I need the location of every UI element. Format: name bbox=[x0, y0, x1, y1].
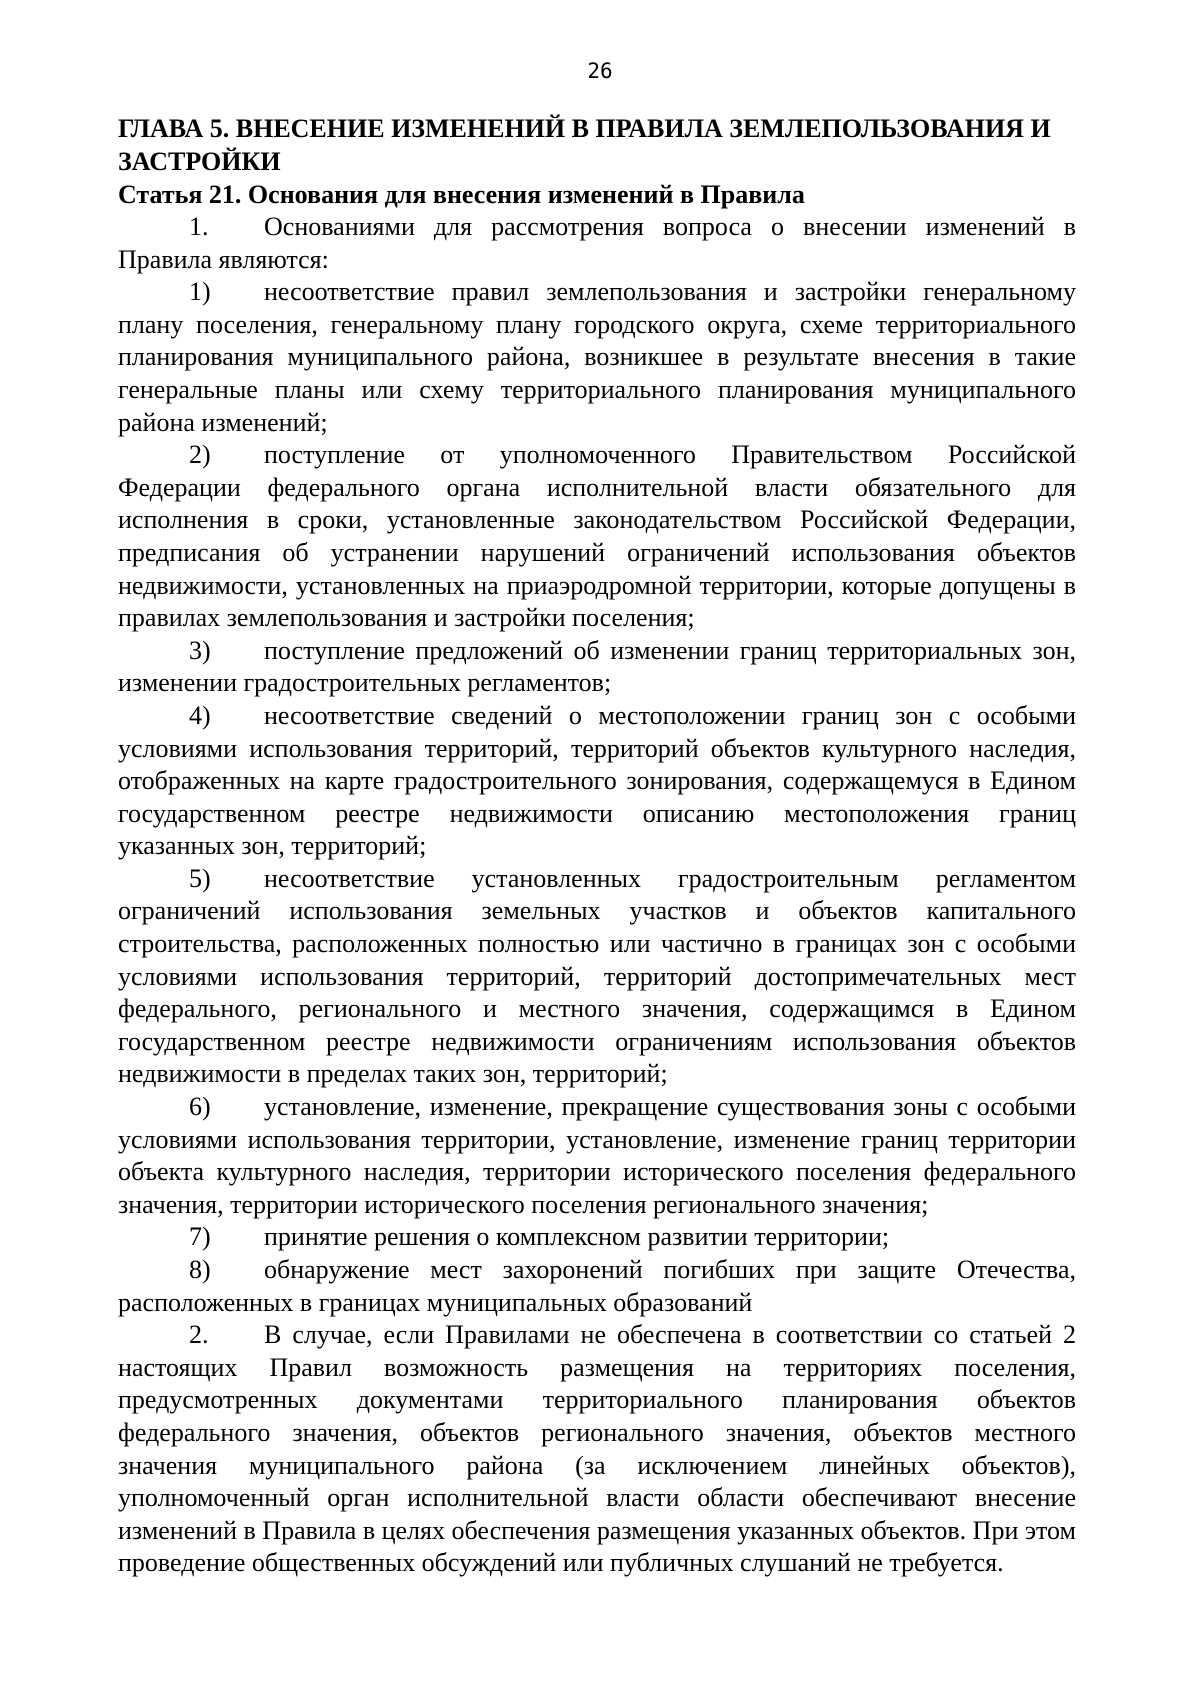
list-item-number: 8) bbox=[189, 1255, 211, 1284]
paragraph-number: 1. bbox=[189, 212, 209, 241]
list-item-number: 4) bbox=[189, 700, 211, 730]
document-body bbox=[118, 112, 1076, 1580]
list-item-3 bbox=[118, 635, 1076, 700]
article-title: Статья 21. Основания для внесения изменений в Правила bbox=[118, 180, 805, 209]
paragraph-number: 2. bbox=[189, 1320, 209, 1350]
paragraph-2 bbox=[118, 1319, 1076, 1580]
list-item-text: несоответствие сведений о местоположении границ зон с особыми условиями использования территорий, территорий объектов культурного наследия, отображенных на карте градостроительного зонирования, содержащемуся в Едином государственном реестре недвижимости описанию местоположения границ указанных зон, территорий; bbox=[118, 700, 1076, 861]
list-item-number: 1) bbox=[189, 277, 211, 307]
paragraph-text: Основаниями для рассмотрения вопроса о внесении изменений в Правила являются: bbox=[118, 212, 1076, 274]
list-item-1 bbox=[118, 276, 1076, 439]
list-item-text: поступление от уполномоченного Правительством Российской Федерации федерального органа исполнительной власти обязательного для исполнения в сроки, установленные законодательством Российской Федерации, предписания об устранении нарушений ограничений использования объектов недвижимости, установленных на приаэродромной территории, которые допущены в правилах землепользования и застройки поселения; bbox=[118, 440, 1076, 633]
list-item-2 bbox=[118, 439, 1076, 635]
chapter-title: ГЛАВА 5. ВНЕСЕНИЕ ИЗМЕНЕНИЙ В ПРАВИЛА ЗЕМЛЕПОЛЬЗОВАНИЯ И ЗАСТРОЙКИ bbox=[118, 114, 1051, 176]
list-item-text: обнаружение мест захоронений погибших при защите Отечества, расположенных в границах муниципальных образований bbox=[118, 1255, 1076, 1317]
list-item-text: поступление предложений об изменении границ территориальных зон, изменении градостроительных регламентов; bbox=[118, 635, 1076, 698]
paragraph-text: В случае, если Правилами не обеспечена в соответствии со статьей 2 настоящих Правил возможность размещения на территориях поселения, предусмотренных документами территориального планирования объектов федерального значения, объектов регионального значения, объектов местного значения муниципального района (за исключением линейных объектов), уполномоченный орган исполнительной власти области обеспечивают внесение изменений в Правила в целях обеспечения размещения указанных объектов. При этом проведение общественных обсуждений или публичных слушаний не требуется. bbox=[118, 1320, 1076, 1578]
list-item-number: 3) bbox=[189, 635, 211, 665]
list-item-6 bbox=[118, 1091, 1076, 1221]
list-item-text: установление, изменение, прекращение существования зоны с особыми условиями использования территории, установление, изменение границ территории объекта культурного наследия, территории исторического поселения федерального значения, территории исторического поселения регионального значения; bbox=[118, 1092, 1076, 1219]
list-item-number: 6) bbox=[189, 1092, 211, 1122]
list-item-4 bbox=[118, 700, 1076, 863]
list-item-number: 2) bbox=[189, 440, 211, 470]
list-item-text: принятие решения о комплексном развитии территории; bbox=[264, 1222, 890, 1252]
paragraph-1 bbox=[118, 211, 1076, 276]
list-item-7 bbox=[118, 1221, 1076, 1254]
list-item-number: 5) bbox=[189, 863, 211, 893]
list-item-text: несоответствие установленных градостроительным регламентом ограничений использования земельных участков и объектов капитального строительства, расположенных полностью или частично в границах зон с особыми условиями использования территорий, территорий достопримечательных мест федерального, регионального и местного значения, содержащимся в Едином государственном реестре недвижимости ограничениям использования объектов недвижимости в пределах таких зон, территорий; bbox=[118, 863, 1076, 1089]
list-item-number: 7) bbox=[189, 1222, 211, 1252]
page-number: 26 bbox=[587, 59, 613, 83]
list-item-text: несоответствие правил землепользования и застройки генеральному плану поселения, генеральному плану городского округа, схеме территориального планирования муниципального района, возникшее в результате внесения в такие генеральные планы или схему территориального планирования муниципального района изменений; bbox=[118, 277, 1076, 437]
list-item-8 bbox=[118, 1254, 1076, 1319]
list-item-5 bbox=[118, 863, 1076, 1091]
